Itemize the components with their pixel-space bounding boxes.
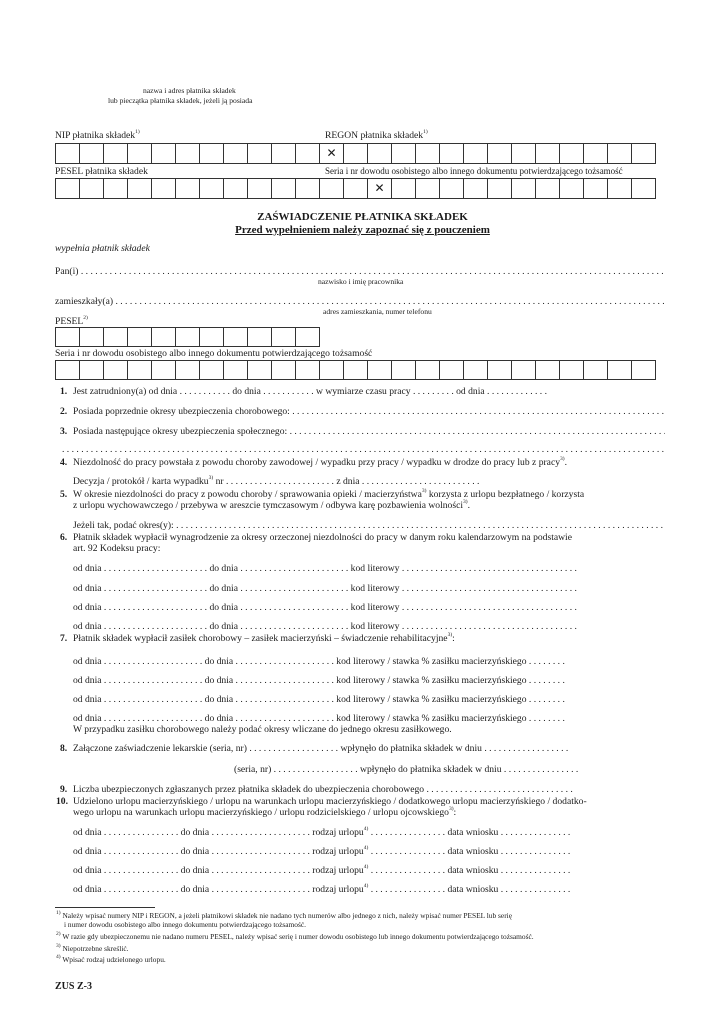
- separator-cross: ✕: [320, 144, 344, 163]
- employee-pesel-label: PESEL$^{2)}$: [55, 315, 88, 327]
- footnote-1-line2: i numer dowodu osobistego albo innego dokumentu potwierdzającego tożsamość.: [64, 920, 306, 929]
- page-subtitle: Przed wypełnieniem należy zapoznać się z pouczeniem: [235, 224, 490, 236]
- item-6-row[interactable]: od dnia . . . . . . . . . . . . . . . . . . . . . . do dnia . . . . . . . . . . . . . . . . . . . . . . . kod literowy . . . . . . . . . . . . . . . . . . . . . . . . . . . . . . . . . . . . .: [73, 602, 577, 613]
- item-9-insured-count[interactable]: Liczba ubezpieczonych zgłaszanych przez płatnika składek do ubezpieczenia chorobowego . . . . . . . . . . . . . . . . . . . . . . . . . . . . . . .: [73, 784, 573, 795]
- footnote-2: $^{2)}$ W razie gdy ubezpieczonemu nie nadano numeru PESEL, należy wpisać serię i numer dowodu osobistego lub innego dokumentu potwierdzającego tożsamość.: [56, 931, 534, 941]
- employee-name-caption: nazwisko i imię pracownika: [318, 277, 404, 286]
- item-6-row[interactable]: od dnia . . . . . . . . . . . . . . . . . . . . . . do dnia . . . . . . . . . . . . . . . . . . . . . . . kod literowy . . . . . . . . . . . . . . . . . . . . . . . . . . . . . . . . . . . . .: [73, 621, 577, 632]
- nip-regon-grid[interactable]: [55, 143, 656, 164]
- item-6-row[interactable]: od dnia . . . . . . . . . . . . . . . . . . . . . . do dnia . . . . . . . . . . . . . . . . . . . . . . . kod literowy . . . . . . . . . . . . . . . . . . . . . . . . . . . . . . . . . . . . .: [73, 583, 577, 594]
- regon-label: REGON płatnika składek$^{1)}$: [325, 129, 428, 141]
- footnote-1: $^{1)}$ Należy wpisać numery NIP i REGON, a jeżeli płatnikowi składek nie nadano tych numerów albo jednego z nich, należy wpisać numer PESEL lub serię: [56, 910, 512, 920]
- item-4-incapacity-cause[interactable]: Niezdolność do pracy powstała z powodu choroby zawodowej / wypadku przy pracy / wypadku w drodze do pracy lub z pracy$^{3)}$.: [73, 456, 567, 468]
- item-3-continuation-line[interactable]: [62, 444, 665, 455]
- item-6-salary-paid: Płatnik składek wypłacił wynagrodzenie za okresy orzeczonej niezdolności do pracy w danym roku kalendarzowym na podstawie: [73, 532, 572, 543]
- item-7-benefit-paid: Płatnik składek wypłacił zasiłek chorobowy – zasiłek macierzyński – świadczenie rehabilitacyjne$^{3)}$:: [73, 632, 455, 644]
- item-1-number: 1.: [60, 386, 68, 397]
- item-7-note: W przypadku zasiłku chorobowego należy podać okresy wliczane do jednego okresu zasiłkowego.: [73, 724, 452, 735]
- item-6-row[interactable]: od dnia . . . . . . . . . . . . . . . . . . . . . . do dnia . . . . . . . . . . . . . . . . . . . . . . . kod literowy . . . . . . . . . . . . . . . . . . . . . . . . . . . . . . . . . . . . .: [73, 563, 577, 574]
- item-2-number: 2.: [60, 406, 68, 417]
- employee-address-field[interactable]: zamieszkały(a) . . .: [55, 296, 665, 307]
- payer-caption-line1: nazwa i adres płatnika składek: [143, 86, 236, 95]
- payer-id-doc-label: Seria i nr dowodu osobistego albo innego dokumentu potwierdzającego tożsamość: [325, 166, 623, 176]
- item-10-leave-granted-line2: wego urlopu na warunkach urlopu macierzyńskiego / urlopu rodzicielskiego / urlopu ojcowskiego$^{3)}$:: [73, 806, 457, 818]
- item-4-decision[interactable]: Decyzja / protokół / karta wypadku$^{3)}$ nr . . . . . . . . . . . . . . . . . . . . . . . z dnia . . . . . . . . . . . . . . . . . . . . . . . . .: [73, 475, 480, 487]
- form-code: ZUS Z-3: [55, 981, 92, 992]
- separator-cross-2: ✕: [368, 179, 392, 198]
- employee-pesel-grid[interactable]: [55, 327, 320, 347]
- item-7-number: 7.: [60, 633, 68, 644]
- nip-label: NIP płatnika składek$^{1)}$: [55, 129, 140, 141]
- item-3-number: 3.: [60, 426, 68, 437]
- item-3-social-insurance[interactable]: Posiada następujące okresy ubezpieczenia społecznego: . . .: [73, 426, 665, 437]
- item-10-leave-granted: Udzielono urlopu macierzyńskiego / urlopu na warunkach urlopu macierzyńskiego / dodatkowego urlopu macierzyńskiego / dodatko-: [73, 796, 587, 807]
- item-7-row[interactable]: od dnia . . . . . . . . . . . . . . . . . . . . . do dnia . . . . . . . . . . . . . . . . . . . . . kod literowy / stawka % zasiłku macierzyńskiego . . . . . . . .: [73, 656, 565, 667]
- filled-by-note: wypełnia płatnik składek: [55, 243, 150, 254]
- footnote-divider: [55, 907, 155, 908]
- page-title: ZAŚWIADCZENIE PŁATNIKA SKŁADEK: [257, 211, 468, 223]
- item-10-number: 10.: [56, 796, 68, 807]
- employee-address-caption: adres zamieszkania, numer telefonu: [323, 307, 432, 316]
- item-9-number: 9.: [60, 784, 68, 795]
- payer-pesel-label: PESEL płatnika składek: [55, 166, 148, 177]
- item-4-number: 4.: [60, 457, 68, 468]
- item-5-leave-status[interactable]: W okresie niezdolności do pracy z powodu choroby / sprawowania opieki / macierzyństwa$^{3)}$ korzysta z urlopu bezpłatnego / korzysta: [73, 488, 585, 500]
- employee-id-doc-label: Seria i nr dowodu osobistego albo innego dokumentu potwierdzającego tożsamość: [55, 348, 373, 359]
- item-1-employment[interactable]: Jest zatrudniony(a) od dnia . . . . . . . . . . . do dnia . . . . . . . . . . . w wymiarze czasu pracy . . . . . . . . . od dnia . . . . . . . . . . . . .: [73, 386, 548, 397]
- item-10-row[interactable]: od dnia . . . . . . . . . . . . . . . . do dnia . . . . . . . . . . . . . . . . . . . . . rodzaj urlopu$^{4)}$ . . . . . . . . . . . . . . . . data wniosku . . . . . . . . . . . . . . .: [73, 883, 571, 895]
- item-7-row[interactable]: od dnia . . . . . . . . . . . . . . . . . . . . . do dnia . . . . . . . . . . . . . . . . . . . . . kod literowy / stawka % zasiłku macierzyńskiego . . . . . . . .: [73, 675, 565, 686]
- employee-id-doc-grid[interactable]: [55, 360, 656, 380]
- footnote-3: $^{3)}$ Niepotrzebne skreślić.: [56, 943, 129, 953]
- item-8-medical-certificate[interactable]: Załączone zaświadczenie lekarskie (seria, nr) . . . . . . . . . . . . . . . . . . . wpłynęło do płatnika składek w dniu . . . . . . . . . . . . . . . . . .: [73, 743, 569, 754]
- payer-caption-line2: lub pieczątka płatnika składek, jeżeli ją posiada: [108, 96, 253, 105]
- item-10-row[interactable]: od dnia . . . . . . . . . . . . . . . . do dnia . . . . . . . . . . . . . . . . . . . . . rodzaj urlopu$^{4)}$ . . . . . . . . . . . . . . . . data wniosku . . . . . . . . . . . . . . .: [73, 864, 571, 876]
- item-5-periods[interactable]: Jeżeli tak, podać okres(y): . . .: [73, 520, 665, 531]
- item-2-prev-sickness-insurance[interactable]: Posiada poprzednie okresy ubezpieczenia chorobowego: . . .: [73, 406, 665, 417]
- item-7-row[interactable]: od dnia . . . . . . . . . . . . . . . . . . . . . do dnia . . . . . . . . . . . . . . . . . . . . . kod literowy / stawka % zasiłku macierzyńskiego . . . . . . . .: [73, 713, 565, 724]
- employee-name-field[interactable]: Pan(i) . . .: [55, 266, 665, 277]
- item-5-leave-status-line2[interactable]: z urlopu wychowawczego / przebywa w areszcie tymczasowym / odbywa karę pozbawienia wolności$^{3)}$.: [73, 499, 470, 511]
- item-8-medical-certificate-2[interactable]: (seria, nr) . . . . . . . . . . . . . . . . . . wpłynęło do płatnika składek w dniu . . . . . . . . . . . . . . . .: [234, 764, 579, 775]
- item-5-number: 5.: [60, 489, 68, 500]
- item-8-number: 8.: [60, 743, 68, 754]
- item-6-salary-paid-line2: art. 92 Kodeksu pracy:: [73, 543, 161, 554]
- pesel-iddoc-grid[interactable]: [55, 178, 656, 199]
- footnote-4: $^{4)}$ Wpisać rodzaj udzielonego urlopu.: [56, 954, 166, 964]
- item-10-row[interactable]: od dnia . . . . . . . . . . . . . . . . do dnia . . . . . . . . . . . . . . . . . . . . . rodzaj urlopu$^{4)}$ . . . . . . . . . . . . . . . . data wniosku . . . . . . . . . . . . . . .: [73, 845, 571, 857]
- item-10-row[interactable]: od dnia . . . . . . . . . . . . . . . . do dnia . . . . . . . . . . . . . . . . . . . . . rodzaj urlopu$^{4)}$ . . . . . . . . . . . . . . . . data wniosku . . . . . . . . . . . . . . .: [73, 826, 571, 838]
- item-7-row[interactable]: od dnia . . . . . . . . . . . . . . . . . . . . . do dnia . . . . . . . . . . . . . . . . . . . . . kod literowy / stawka % zasiłku macierzyńskiego . . . . . . . .: [73, 694, 565, 705]
- item-6-number: 6.: [60, 532, 68, 543]
